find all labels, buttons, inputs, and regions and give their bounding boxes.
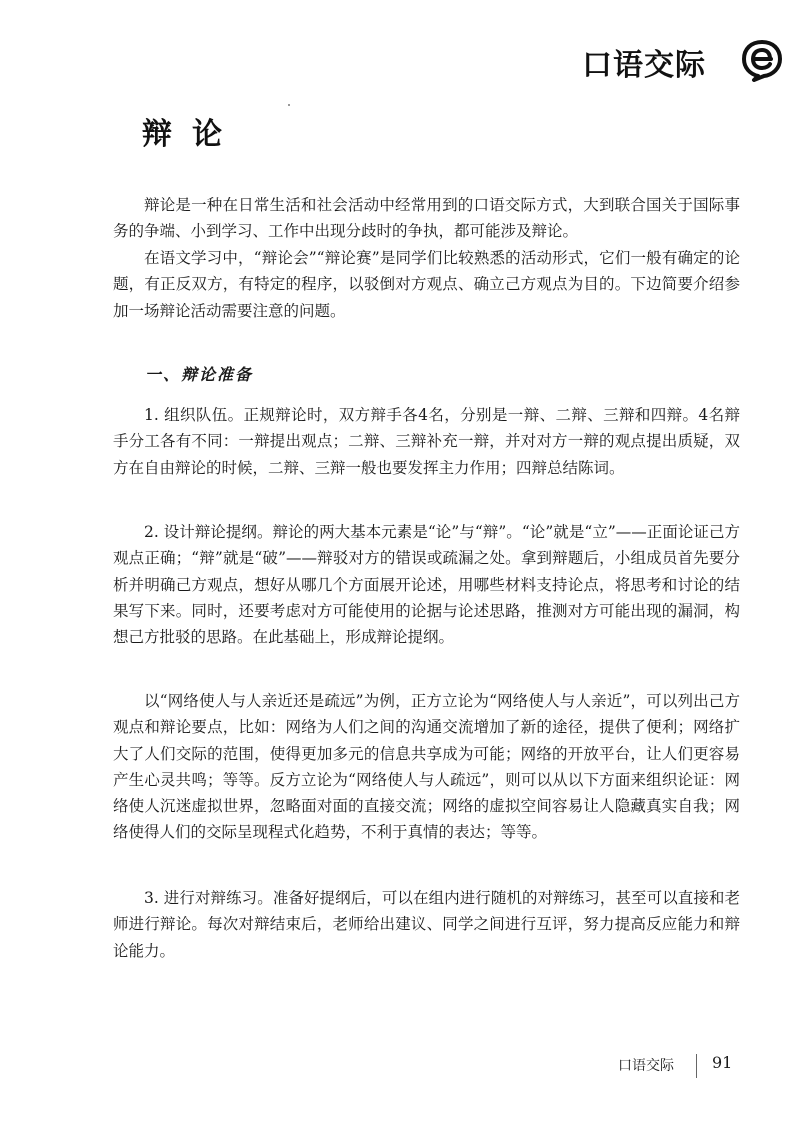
section-paragraph-2: 2. 设计辩论提纲。辩论的两大基本元素是“论”与“辩”。“论”就是“立”——正面论证己方观点正确；“辩”就是“破”——辩驳对方的错误或疏漏之处。拿到辩题后，小组成员首先要分析并明确己方观点，想好从哪几个方面展开论述，用哪些材料支持论点，将思考和讨论的结果写下来。同时，还要考虑对方可能使用的论据与论述思路，推测对方可能出现的漏洞，构想己方批驳的思路。在此基础上，形成辩论提纲。 <box>113 523 740 647</box>
scan-speck <box>288 104 290 106</box>
speech-bubble-e-icon <box>740 38 784 82</box>
footer-divider <box>696 1054 697 1078</box>
intro-paragraph-1: 辩论是一种在日常生活和社会活动中经常用到的口语交际方式，大到联合国关于国际事务的争端、小到学习、工作中出现分歧时的争执，都可能涉及辩论。 <box>113 196 740 241</box>
section-paragraph-4: 3. 进行对辩练习。准备好提纲后，可以在组内进行随机的对辩练习，甚至可以直接和老师进行辩论。每次对辩结束后，老师给出建议、同学之间进行互评，努力提高反应能力和辩论能力。 <box>113 889 740 960</box>
footer-chapter-label: 口语交际 <box>618 1058 674 1074</box>
chapter-title: 口语交际 <box>582 48 706 83</box>
page-title: 辩论 <box>142 117 242 152</box>
section-paragraph-3: 以“网络使人与人亲近还是疏远”为例，正方立论为“网络使人与人亲近”，可以列出己方观点和辩论要点，比如：网络为人们之间的沟通交流增加了新的途径，提供了便利；网络扩大了人们交际的范围，使得更加多元的信息共享成为可能；网络的开放平台，让人们更容易产生心灵共鸣；等等。反方立论为“网络使人与人疏远”，则可以从以下方面来组织论证：网络使人沉迷虚拟世界，忽略面对面的直接交流；网络的虚拟空间容易让人隐藏真实自我；网络使得人们的交际呈现程式化趋势，不利于真情的表达；等等。 <box>113 692 740 842</box>
intro-paragraph-2: 在语文学习中，“辩论会”“辩论赛”是同学们比较熟悉的活动形式，它们一般有确定的论题，有正反双方，有特定的程序，以驳倒对方观点、确立己方观点为目的。下边简要介绍参加一场辩论活动需要注意的问题。 <box>113 249 740 320</box>
page-number: 91 <box>712 1053 733 1072</box>
section-paragraph-1: 1. 组织队伍。正规辩论时，双方辩手各4名，分别是一辩、二辩、三辩和四辩。4名辩手分工各有不同：一辩提出观点；二辩、三辩补充一辩，并对对方一辩的观点提出质疑，双方在自由辩论的时候，二辩、三辩一般也要发挥主力作用；四辩总结陈词。 <box>113 406 740 477</box>
section-heading: 一、辩论准备 <box>145 365 254 384</box>
